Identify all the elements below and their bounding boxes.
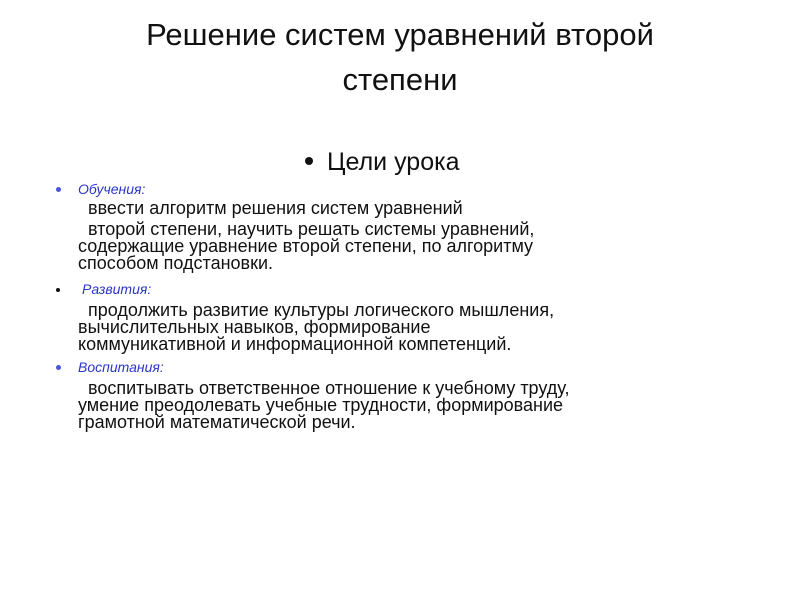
goal-text-line: вычислительных навыков, формирование	[78, 317, 431, 337]
lesson-goals-heading	[305, 146, 459, 178]
goal-label-development: Развития:	[82, 281, 152, 297]
goal-text-line: продолжить развитие культуры логического мышления,	[88, 300, 555, 320]
bullet-icon	[56, 187, 61, 192]
goal-label-upbringing: Воспитания:	[78, 359, 164, 375]
goal-text-line: коммуникативной и информационной компетенций.	[78, 334, 512, 354]
slide-title	[60, 12, 740, 102]
lesson-goals-heading-text: Цели урока	[327, 148, 460, 176]
goal-item-development	[56, 280, 756, 353]
slide-title-line-1: Решение систем уравнений второй	[146, 17, 654, 52]
goal-text-line: грамотной математической речи.	[78, 412, 356, 432]
goal-text-line: способом подстановки.	[78, 253, 274, 273]
goal-label-education: Обучения:	[78, 181, 146, 197]
goal-text-line: содержащие уравнение второй степени, по алгоритму	[78, 236, 534, 256]
goal-item-education	[56, 180, 756, 272]
goal-text-line: воспитывать ответственное отношение к учебному труду,	[88, 378, 570, 398]
goal-item-upbringing	[56, 358, 756, 431]
goal-text-upbringing	[78, 380, 756, 431]
bullet-icon	[56, 365, 61, 370]
goal-text-education	[78, 200, 756, 272]
bullet-icon	[305, 157, 313, 165]
goal-text-line: умение преодолевать учебные трудности, формирование	[78, 395, 564, 415]
goals-list	[56, 180, 756, 431]
goal-text-development	[78, 302, 756, 353]
goal-text-line: ввести алгоритм решения систем уравнений	[88, 198, 463, 218]
bullet-icon	[56, 288, 60, 292]
slide-title-line-2: степени	[342, 62, 458, 97]
goal-text-line: второй степени, научить решать системы уравнений,	[88, 219, 535, 239]
